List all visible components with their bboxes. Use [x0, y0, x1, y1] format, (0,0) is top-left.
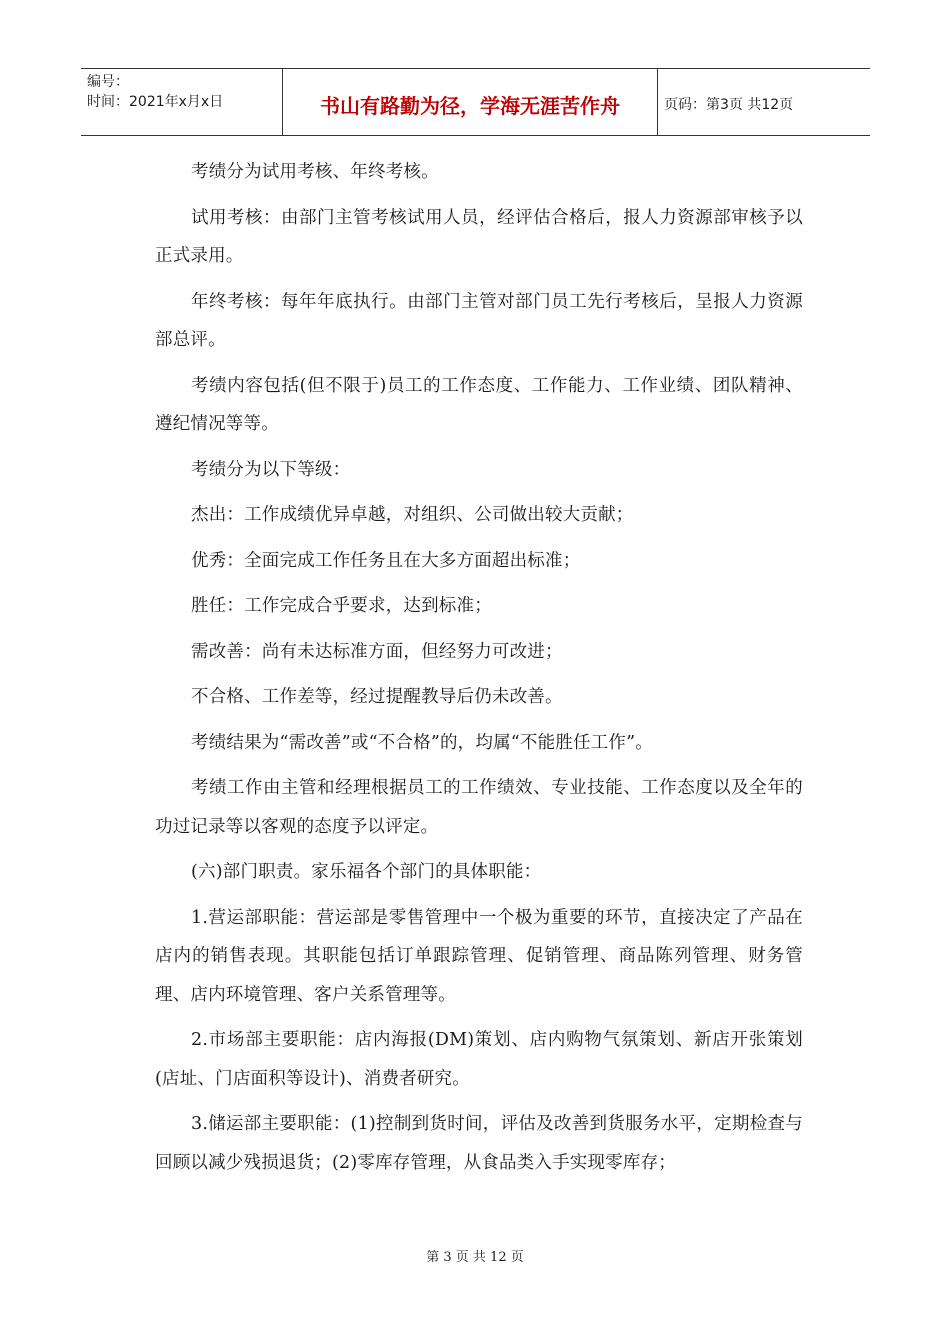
paragraph: 不合格、工作差等，经过提醒教导后仍未改善。 [191, 687, 563, 707]
document-header [81, 68, 870, 136]
paragraph: 1.营运部职能：营运部是零售管理中一个极为重要的环节，直接决定了产品在店内的销售表现。其职能包括订单跟踪管理、促销管理、商品陈列管理、财务管理、店内环境管理、客户关系管理等。 [155, 907, 803, 1005]
paragraph: 考绩分为试用考核、年终考核。 [191, 162, 439, 182]
paragraph: 考绩结果为“需改善”或“不合格”的，均属“不能胜任工作”。 [191, 732, 653, 753]
header-page-label: 页码：第3页 共12页 [664, 97, 794, 113]
document-date-label: 时间：2021年x月x日 [87, 94, 224, 110]
paragraph: 考绩内容包括(但不限于)员工的工作态度、工作能力、工作业绩、团队精神、遵纪情况等等。 [155, 375, 803, 434]
paragraph: 考绩分为以下等级： [191, 459, 351, 480]
paragraph: 需改善：尚有未达标准方面，但经努力可改进； [191, 641, 563, 662]
paragraph: 年终考核：每年年底执行。由部门主管对部门员工先行考核后，呈报人力资源部总评。 [155, 291, 803, 350]
paragraph: 试用考核：由部门主管考核试用人员，经评估合格后，报人力资源部审核予以正式录用。 [155, 207, 803, 266]
paragraph: 胜任：工作完成合乎要求，达到标准； [191, 596, 492, 616]
paragraph: 3.储运部主要职能：(1)控制到货时间，评估及改善到货服务水平，定期检查与回顾以减少残损退货；(2)零库存管理，从食品类入手实现零库存； [155, 1114, 803, 1173]
paragraph: 考绩工作由主管和经理根据员工的工作绩效、专业技能、工作态度以及全年的功过记录等以客观的态度予以评定。 [155, 778, 803, 837]
paragraph: 优秀：全面完成工作任务且在大多方面超出标准； [191, 550, 581, 571]
header-motto: 书山有路勤为径，学海无涯苦作舟 [283, 69, 658, 135]
document-number-label: 编号： [87, 74, 129, 90]
page-footer: 第 3 页 共 12 页 [426, 1250, 524, 1265]
header-left-cell [81, 69, 283, 135]
document-body [155, 153, 803, 1189]
paragraph: 杰出：工作成绩优异卓越，对组织、公司做出较大贡献； [191, 505, 634, 525]
paragraph: 2.市场部主要职能：店内海报(DM)策划、店内购物气氛策划、新店开张策划(店址、门店面积等设计)、消费者研究。 [155, 1030, 803, 1089]
paragraph: (六)部门职责。家乐福各个部门的具体职能： [191, 862, 542, 882]
